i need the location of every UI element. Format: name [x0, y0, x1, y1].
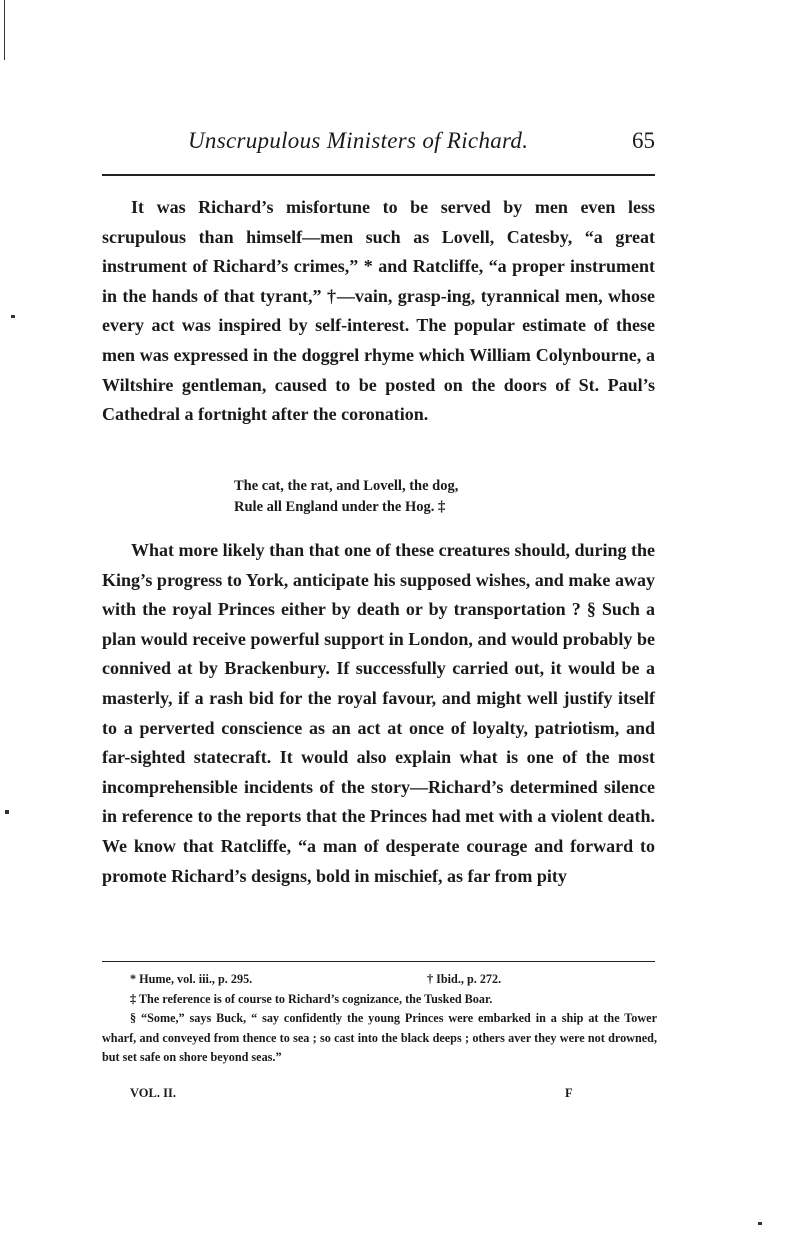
verse-line: The cat, the rat, and Lovell, the dog, [234, 478, 459, 494]
paragraph: What more likely than that one of these creatures should, during the King’s progress to York, anticipate his supposed wishes, and make away with the royal Princes either by death or by transportation ? § Such a plan would receive powerful support in London, and would probably be connived at by Brackenbury. If successfully carried out, it would be a masterly, if a rash bid for the royal favour, and might well justify itself to a perverted conscience as an act at once of loyalty, patriotism, and far-sighted statecraft. It would also explain what is one of the most incomprehensible incidents of the story—Richard’s determined silence in reference to the reports that the Princes had met with a violent death. We know that Ratcliffe, “a man of desperate courage and forward to promote Richard’s designs, bold in mischief, as far from pity [102, 540, 656, 886]
signature-mark: F [565, 1086, 573, 1100]
footnote: § “Some,” says Buck, “ say confidently the young Princes were embarked in a ship at the Tower wharf, and conveyed from thence to sea ; so cast into the black deeps ; others aver they were not drowned, but set safe on shore beyond seas.” [102, 1011, 657, 1064]
footnote: † Ibid., p. 272. [427, 972, 502, 986]
footnote-rule [102, 961, 655, 962]
margin-mark [4, 0, 5, 60]
margin-mark [5, 810, 9, 814]
verse-quote [234, 476, 594, 518]
main-text [102, 193, 655, 430]
footnote: * Hume, vol. iii., p. 295. [130, 972, 253, 986]
footnotes [102, 970, 657, 1068]
margin-mark [11, 315, 15, 318]
page-number: 65 [632, 128, 655, 153]
main-text-continued [102, 536, 655, 891]
footnote-row [102, 970, 657, 990]
paragraph: It was Richard’s misfortune to be served by men even less scrupulous than himself—men such as Lovell, Catesby, “a great instrument of Richard’s crimes,” * and Ratcliffe, “a proper instrument in the hands of that tyrant,” †—vain, grasp-ing, tyrannical men, whose every act was inspired by self-interest. The popular estimate of these men was expressed in the doggrel rhyme which William Colynbourne, a Wiltshire gentleman, caused to be posted on the doors of St. Paul’s Cathedral a fortnight after the coronation. [102, 197, 655, 425]
running-header [102, 126, 655, 166]
header-rule [102, 174, 655, 176]
volume-signature: VOL. II. [130, 1086, 176, 1100]
running-title: Unscrupulous Ministers of Richard. [188, 128, 529, 153]
verse-line: Rule all England under the Hog. ‡ [234, 499, 446, 515]
signature-line [102, 1086, 657, 1108]
margin-mark [758, 1222, 762, 1225]
footnote: ‡ The reference is of course to Richard’s cognizance, the Tusked Boar. [130, 991, 493, 1006]
